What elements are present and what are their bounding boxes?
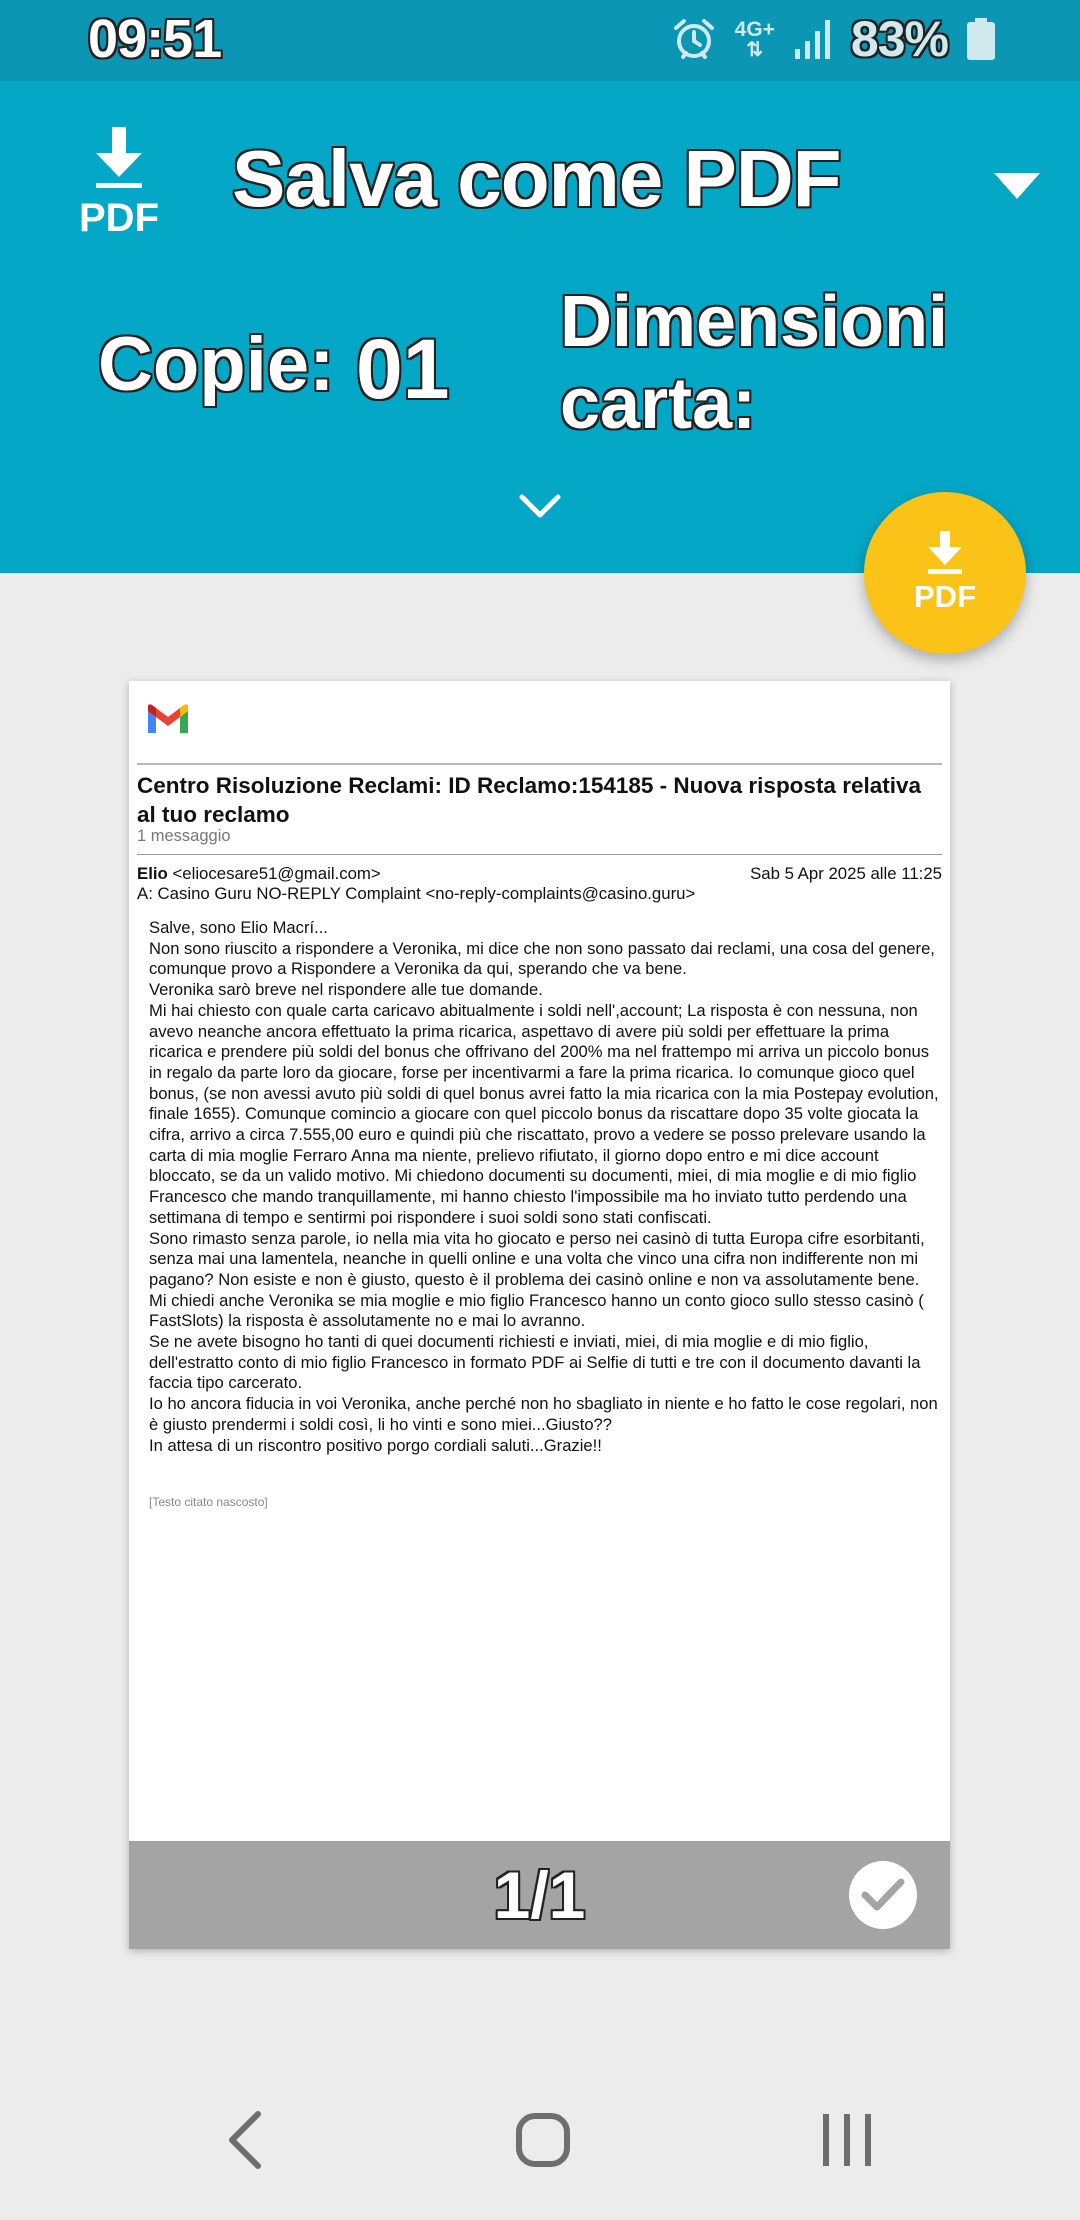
expand-options-chevron-icon[interactable] [518,493,562,521]
body-paragraph: Non sono riuscito a rispondere a Veronika, mi dice che non sono passato dai reclami, una cosa del genere, comunque provo a Rispondere a Veronika da qui, sperando che va bene. [149,938,935,979]
status-icons [671,10,996,68]
network-indicator [735,19,775,60]
divider [137,763,942,765]
save-pdf-button[interactable] [864,492,1026,654]
body-paragraph: Mi hai chiesto con quale carta caricavo abitualmente i soldi nell',account; La risposta è con nessuna, non avevo neanche ancora effettuato la prima ricarica, aspettavo di avere più soldi per effettuare la prima ricarica e prendere più soldi del bonus che offrivano del 200% ma nel frattempo mi arriva un piccolo bonus in regalo da parte loro da giocare, forse per incentivarmi a fare la prima ricarica. Io comunque gioco quel bonus, (se non avessi avuto più soldi di quel bonus avrei fatto la mia ricarica con la mia Postepay evolution, finale 1655). Comunque comincio a giocare con quel piccolo bonus da riscattare dopo 35 volte giocata la cifra, arrivo a circa 7.555,00 euro e quindi più che riscattato, provo a vedere se posso prelevare usando la carta di mia moglie Ferraro Anna ma niente, prelievo rifiutato, il giorno dopo entro e mi dice account bloccato, se da un valido motivo. Mi chiedono documenti su documenti, miei, di mia moglie e di mio figlio Francesco che mando tranquillamente, mi hanno chiesto l'impossibile ma ho inviato tutto perdendo una settimana di tempo e sentirmi poi rispondere i suoi soldi sono stati confiscati. [149,1000,939,1227]
printer-dropdown-icon[interactable] [990,167,1044,207]
printer-selector-title[interactable]: Salva come PDF [232,134,841,223]
message-count: 1 messaggio [137,827,231,845]
network-type: 4G+ [734,17,775,41]
data-arrows-icon: ⇅ [746,38,764,61]
email-subject: Centro Risoluzione Reclami: ID Reclamo:154185 - Nuova risposta relativa al tuo reclamo [137,773,922,828]
body-paragraph: Veronika sarò breve nel rispondere alle tue domande. [149,980,543,1000]
home-icon[interactable] [515,2112,571,2168]
status-time: 09:51 [88,9,222,69]
copies-label: Copie: [98,322,335,407]
sender-name: Elio [137,864,168,883]
page-select-checkbox[interactable] [849,1861,917,1929]
page-preview[interactable] [129,681,950,1949]
alarm-icon [671,16,717,62]
pdf-download-icon [74,125,164,240]
body-paragraph: In attesa di un riscontro positivo porgo cordiali saluti...Grazie!! [149,1435,602,1455]
download-icon [925,531,965,575]
body-paragraph: Se ne avete bisogno ho tanti di quei documenti richiesti e inviati, miei, di mia moglie e di mio figlio, dell'estratto conto di mio figlio Francesco in formato PDF ai Selfie di tutti e tre con il documento davanti la faccia tipo carcerato. [149,1332,921,1393]
quoted-text-hidden: [Testo citato nascosto] [149,1495,268,1509]
email-recipient: A: Casino Guru NO-REPLY Complaint <no-reply-complaints@casino.guru> [137,884,696,903]
copies-value[interactable]: 01 [356,322,450,416]
email-date: Sab 5 Apr 2025 alle 11:25 [750,864,942,883]
divider [137,854,942,855]
page-footer [129,1841,950,1949]
status-bar [0,0,1080,81]
paper-size-label: Dimensioni carta: [560,282,949,445]
page-counter: 1/1 [493,1858,586,1932]
signal-icon [793,17,833,61]
battery-icon [966,16,996,62]
gmail-logo-icon [145,701,191,737]
recents-icon[interactable] [820,2112,874,2168]
email-body [149,918,939,1456]
pdf-icon-label: PDF [79,196,159,240]
navigation-bar [0,2050,1080,2220]
body-paragraph: Salve, sono Elio Macrí... [149,918,328,937]
body-paragraph: Io ho ancora fiducia in voi Veronika, anche perché non ho sbagliato in niente e ho fatto le cose regolari, non è giusto prendermi i soldi così, li ho vinti e sono miei...Giusto?? [149,1394,938,1434]
battery-percentage: 83% [850,11,948,67]
body-paragraph: Mi chiedi anche Veronika se mia moglie e mio figlio Francesco hanno un conto gioco sullo stesso casinò ( FastSlots) la risposta è assolutamente no e mai lo avranno. [149,1290,924,1331]
body-paragraph: Sono rimasto senza parole, io nella mia vita ho giocato e perso nei casinò di tutta Europa cifre esorbitanti, senza mai una lamentela, neanche in quelli online e una volta che vinco una cifra non indifferente non mi pagano? Non esiste e non è giusto, questo è il problema dei casinò online e non va assolutamente bene. [149,1228,925,1289]
back-icon[interactable] [220,2110,270,2170]
email-sender [137,864,381,884]
check-icon [861,1877,905,1913]
save-pdf-label: PDF [914,579,976,614]
sender-email: <eliocesare51@gmail.com> [172,864,381,883]
